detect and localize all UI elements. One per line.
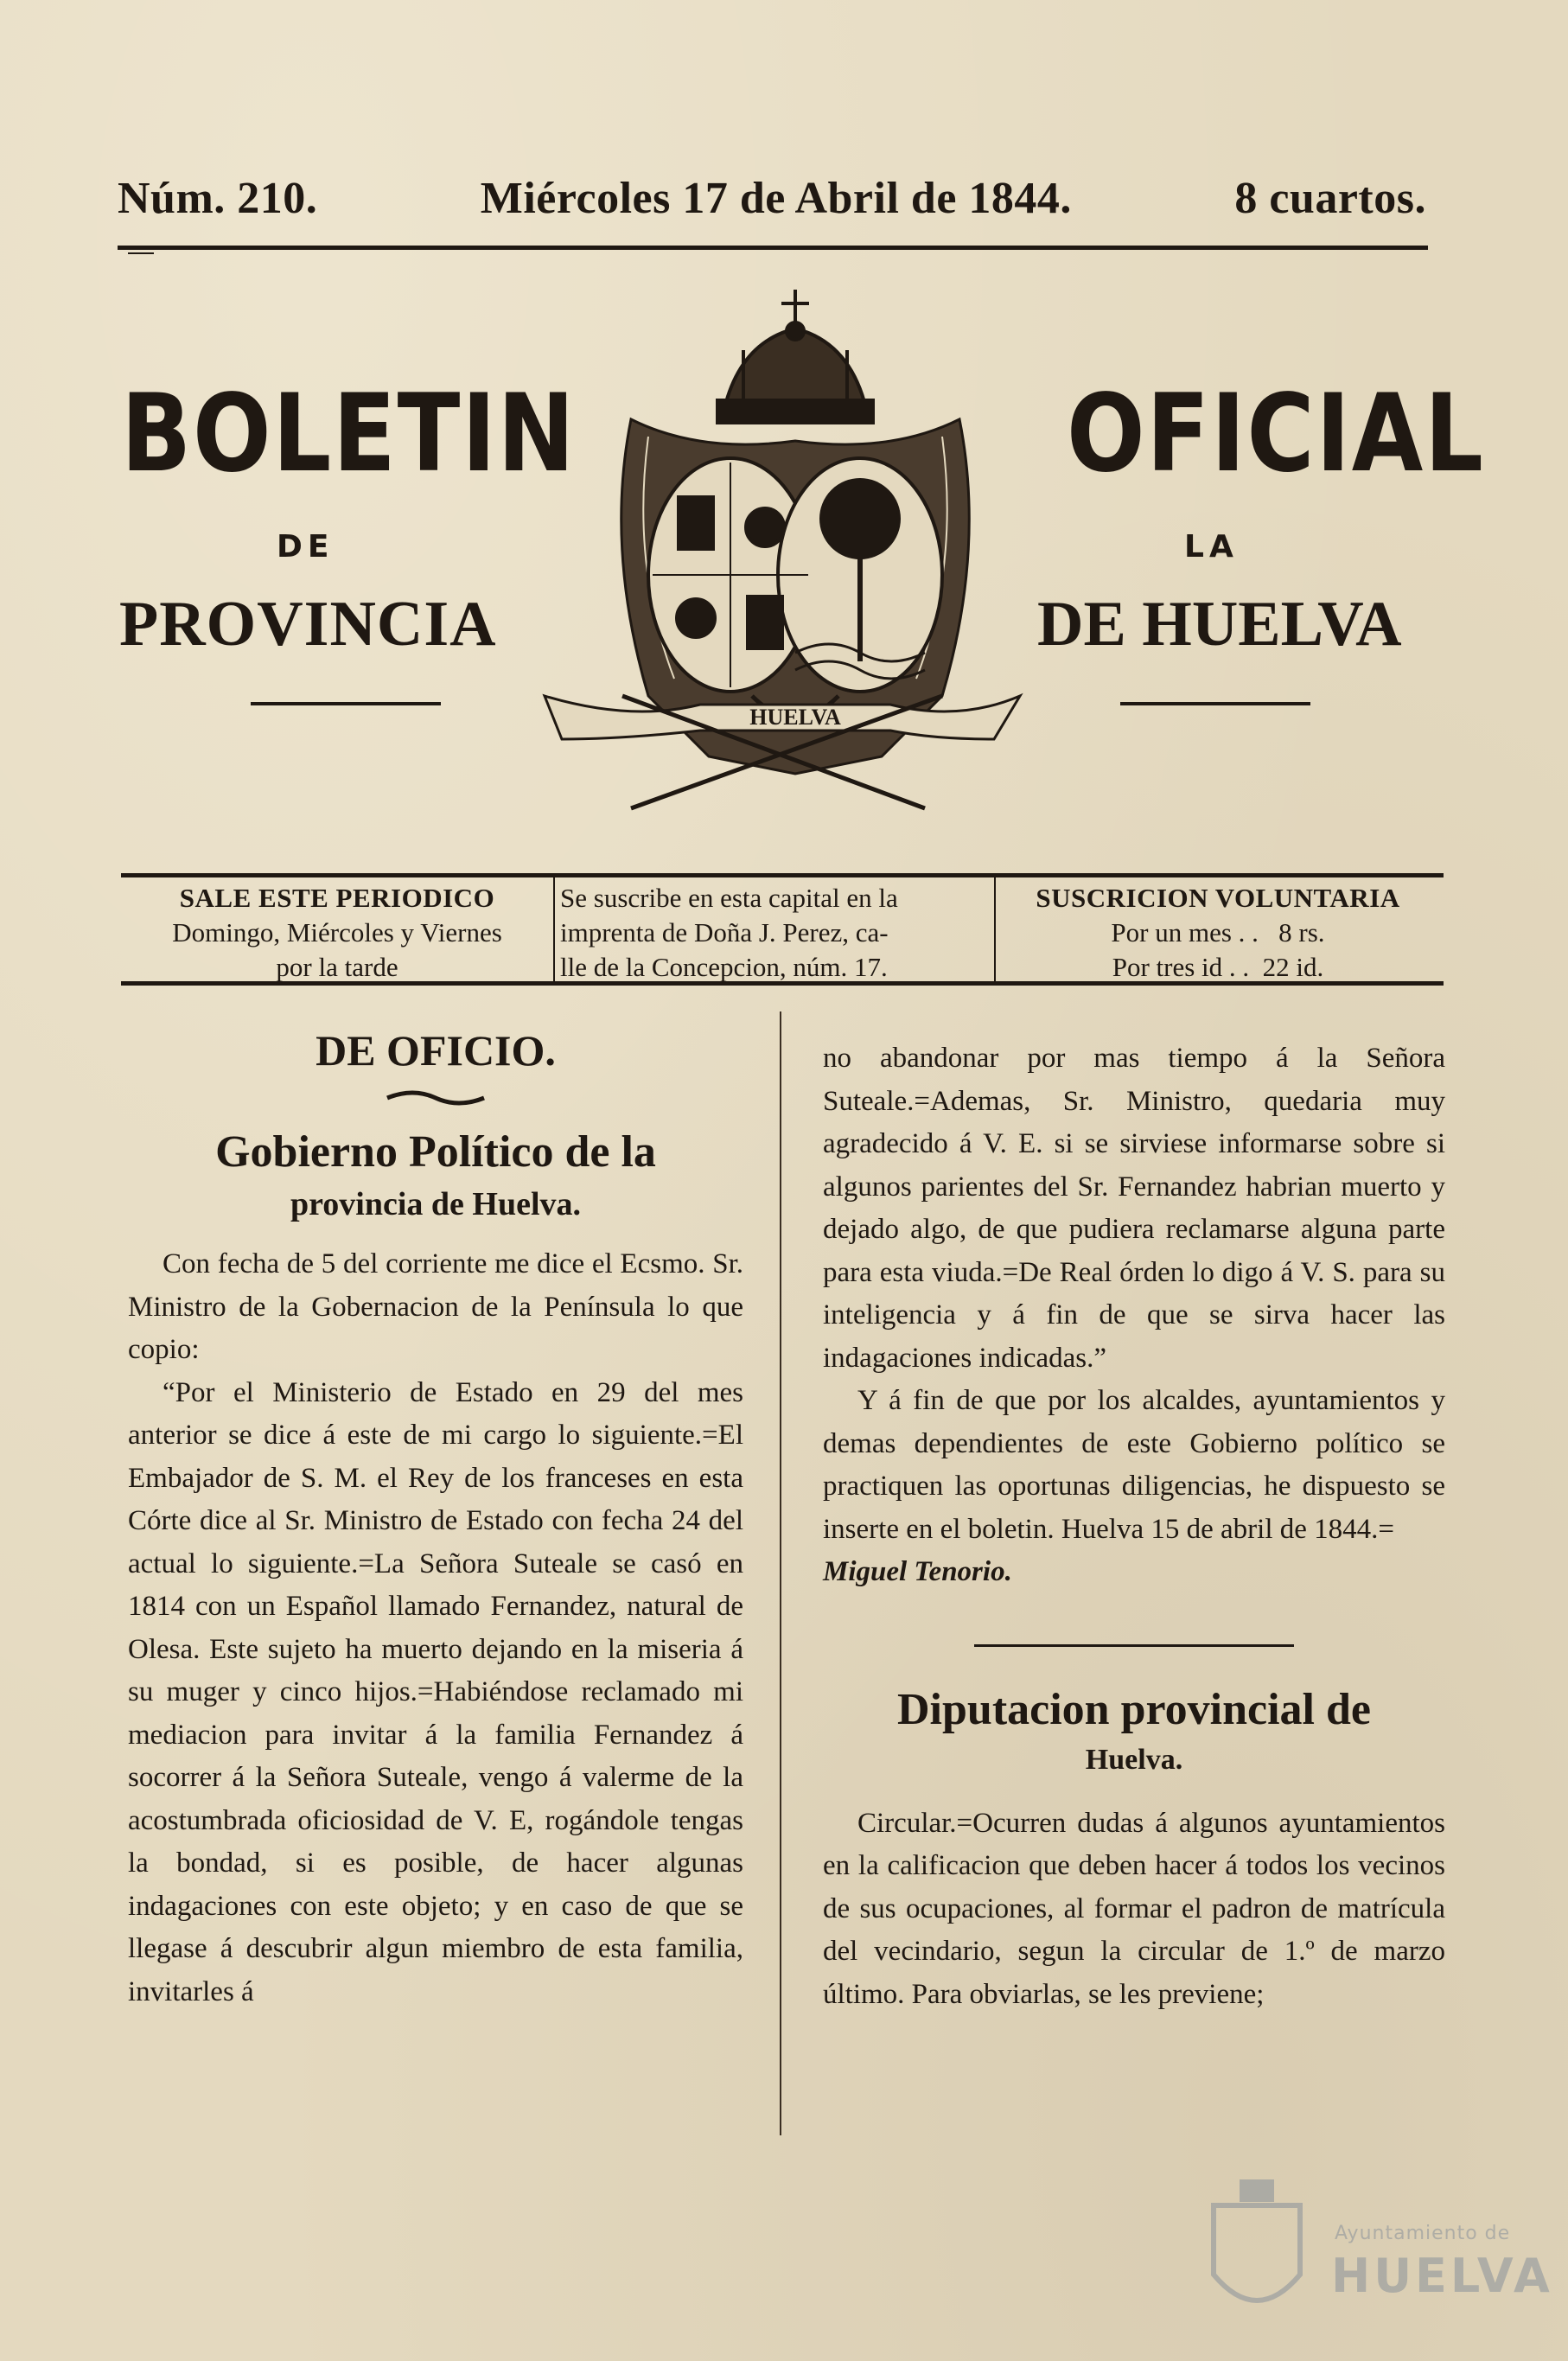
info-col1-title: SALE ESTE PERIODICO (179, 883, 495, 913)
info-col3-line: Por un mes . . 8 rs. (1111, 917, 1325, 948)
info-col3-title: SUSCRICION VOLUNTARIA (1036, 883, 1400, 913)
article-paragraph: Y á fin de que por los alcaldes, ayuntamientos y demas dependientes de este Gobierno político se practiquen las oportunas diligencias, he dispuesto se inserte en el boletin. Huelva 15 de abril de 1844.= (823, 1385, 1445, 1545)
info-col2-line: imprenta de Doña J. Perez, ca- (560, 917, 889, 948)
masthead-oficial: OFICIAL (1067, 372, 1485, 496)
watermark-word: HUELVA (1331, 2249, 1553, 2303)
info-col3-line: Por tres id . . 22 id. (1112, 952, 1324, 982)
left-column (128, 1020, 743, 2013)
masthead-de: DE (277, 529, 335, 565)
watermark-small-text: Ayuntamiento de (1335, 2223, 1511, 2244)
article-paragraph: Circular.=Ocurren dudas á algunos ayuntamientos en la calificacion que deben hacer á todos los vecinos de sus ocupaciones, al formar el padron de matrícula del vecindario, segun la circular de 1.º de marzo último. Para obviarlas, se les previene; (823, 1807, 1445, 2010)
info-col1-line: Domingo, Miércoles y Viernes (172, 917, 502, 948)
crest-ribbon-text: HUELVA (749, 705, 841, 730)
article-subheading-2: Huelva. (1085, 1743, 1183, 1776)
info-col2-line: lle de la Concepcion, núm. 17. (560, 952, 888, 982)
info-col2-line: Se suscribe en esta capital en la (560, 883, 898, 913)
issue-price: 8 cuartos. (1234, 174, 1426, 223)
info-col-prices (994, 877, 1440, 981)
article-heading-2: Diputacion provincial de (896, 1684, 1371, 1734)
right-column (823, 1037, 1445, 2016)
info-col1-line: por la tarde (276, 952, 398, 982)
masthead-provincia: PROVINCIA (119, 589, 497, 660)
subscription-info-box (121, 873, 1444, 986)
issue-date: Miércoles 17 de Abril de 1844. (480, 174, 1072, 223)
article-subheading: provincia de Huelva. (290, 1186, 582, 1222)
header-rule (118, 246, 1428, 250)
info-col-subscribe (553, 877, 994, 981)
info-col-schedule (121, 877, 553, 981)
archive-watermark (1205, 2179, 1553, 2326)
issue-header (118, 173, 1426, 233)
column-divider (780, 1011, 781, 2135)
masthead-left-rule (251, 702, 441, 705)
coat-of-arms-icon (527, 290, 1029, 830)
masthead-de-huelva: DE HUELVA (1037, 589, 1402, 660)
issue-number: Núm. 210. (118, 174, 318, 223)
signature: Miguel Tenorio. (823, 1556, 1012, 1587)
section-title: DE OFICIO. (316, 1026, 556, 1075)
watermark-shield-icon (1205, 2179, 1309, 2326)
article-paragraph: Con fecha de 5 del corriente me dice el Ecsmo. Sr. Ministro de la Gobernacion de la Península lo que copio: (128, 1248, 743, 1365)
ornament-divider-icon (128, 1081, 743, 1112)
article-heading: Gobierno Político de la (215, 1127, 656, 1177)
masthead-boletin: BOLETIN (121, 372, 577, 496)
section-rule (974, 1644, 1294, 1647)
article-paragraph: “Por el Ministerio de Estado en 29 del mes anterior se dice á este de mi cargo lo siguiente.=El Embajador de S. M. el Rey de los franceses en esta Córte dice al Sr. Ministro de Estado con fecha 24 del actual lo siguiente.=La Señora Suteale se casó en 1814 con un Español llamado Fernandez, natural de Olesa. Este sujeto ha muerto dejando en la miseria á su muger y cinco hijos.=Habiéndose reclamado mi mediacion para invitar á la familia Fernandez á socorrer á la Señora Suteale, vengo á valerme de la acostumbrada oficiosidad de V. E, rogándole tengas la bondad, si es posible, de hacer algunas indagaciones con este objeto; y en caso de que se llegase á descubrir algun miembro de esta familia, invitarles á (128, 1376, 743, 2007)
article-paragraph: no abandonar por mas tiempo á la Señora Suteale.=Ademas, Sr. Ministro, quedaria muy agradecido á V. E. si se sirviese informarse sobre si algunos parientes del Sr. Fernandez habrian muerto y dejado algo, de que pudiera reclamarse alguna parte para esta viuda.=De Real órden lo digo á V. S. para su inteligencia y á fin de que se sirva hacer las indagaciones indicadas.” (823, 1043, 1445, 1374)
masthead-la: LA (1184, 529, 1239, 565)
header-rule-mark (128, 252, 154, 254)
masthead-right-rule (1120, 702, 1310, 705)
